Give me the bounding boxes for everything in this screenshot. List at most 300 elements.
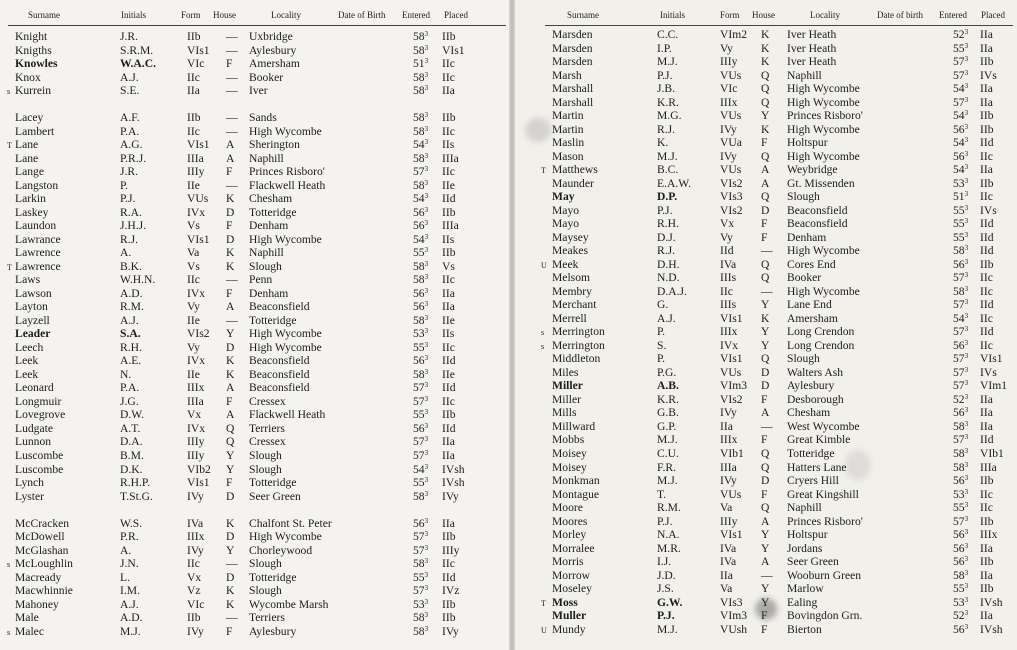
surname: Longmuir <box>15 394 62 408</box>
placed: IIc <box>980 271 993 285</box>
placed: IVy <box>442 489 459 503</box>
surname: McLoughlin <box>15 557 73 571</box>
right-column-header <box>515 10 1017 26</box>
surname: Lunnon <box>15 435 52 449</box>
locality: Totteridge <box>249 205 297 219</box>
register-row <box>515 298 1017 312</box>
entered-superscript: 3 <box>424 543 429 552</box>
register-row <box>515 366 1017 380</box>
locality: High Wycombe <box>249 232 322 246</box>
surname: Matthews <box>552 163 598 177</box>
entered: $55^3$ <box>413 408 429 422</box>
initials: N.A. <box>657 528 680 542</box>
placed: IVs <box>980 68 997 82</box>
register-row <box>0 314 509 328</box>
entered: $58^3$ <box>413 611 429 625</box>
header-initials: Initials <box>121 10 146 20</box>
house: F <box>226 219 233 233</box>
locality: Denham <box>787 230 827 244</box>
locality: Gt. Missenden <box>787 176 855 190</box>
surname: Lambert <box>15 124 55 138</box>
form: IIc <box>187 557 200 571</box>
entered-superscript: 3 <box>964 190 969 199</box>
register-row <box>515 217 1017 231</box>
register-row <box>515 258 1017 272</box>
house: — <box>226 273 238 287</box>
locality: Terriers <box>249 421 285 435</box>
surname: Laskey <box>15 205 49 219</box>
register-row <box>0 422 509 436</box>
header-entered: Entered <box>939 10 967 20</box>
house: F <box>761 217 768 231</box>
entered: $56^3$ <box>413 286 429 300</box>
surname: Macwhinnie <box>15 584 73 598</box>
register-row <box>0 625 509 639</box>
entered-superscript: 3 <box>424 408 429 417</box>
placed: IIa <box>442 84 455 98</box>
locality: Sands <box>249 111 277 125</box>
house: D <box>761 379 770 393</box>
left-column-header <box>0 10 509 26</box>
entered: $54^3$ <box>413 192 429 206</box>
locality: Cressex <box>249 394 286 408</box>
form: VIm3 <box>720 609 748 623</box>
placed: IId <box>442 570 456 584</box>
locality: Beaconsfield <box>249 354 310 368</box>
locality: Marlow <box>787 582 824 596</box>
placed: IIa <box>980 419 993 433</box>
entered-superscript: 3 <box>964 55 969 64</box>
placed: IId <box>980 244 994 258</box>
entered-superscript: 3 <box>424 124 429 133</box>
initials: L. <box>120 570 130 584</box>
locality: Long Crendon <box>787 325 855 339</box>
initials: P. <box>657 352 666 366</box>
surname: Marshall <box>552 82 594 96</box>
entered-superscript: 3 <box>424 340 429 349</box>
initials: A. <box>120 543 132 557</box>
locality: Flackwell Heath <box>249 178 326 192</box>
entered: $58^3$ <box>953 460 969 474</box>
section-gap <box>0 98 509 112</box>
register-row <box>0 125 509 139</box>
form: IVy <box>187 624 204 638</box>
surname: Millward <box>552 419 596 433</box>
initials: R.J. <box>657 244 676 258</box>
initials: A.J. <box>120 597 139 611</box>
placed: VIs1 <box>442 43 465 57</box>
surname: Maunder <box>552 176 594 190</box>
form: VIs3 <box>720 190 743 204</box>
entered: $51^3$ <box>413 57 429 71</box>
entered: $57^3$ <box>413 165 429 179</box>
house: Y <box>761 541 770 555</box>
house: F <box>226 476 233 490</box>
register-row <box>515 177 1017 191</box>
surname-prefix: s <box>7 560 11 570</box>
register-row <box>0 341 509 355</box>
house: D <box>226 340 235 354</box>
register-row <box>515 501 1017 515</box>
entered: $51^3$ <box>953 190 969 204</box>
surname: Martin <box>552 109 584 123</box>
entered-superscript: 3 <box>964 176 969 185</box>
locality: Walters Ash <box>787 365 844 379</box>
surname: Male <box>15 611 39 625</box>
surname: Ludgate <box>15 421 53 435</box>
house: — <box>226 313 238 327</box>
surname: Meakes <box>552 244 589 258</box>
initials: R.H. <box>120 340 142 354</box>
house: F <box>226 286 233 300</box>
locality: Jordans <box>787 541 823 555</box>
header-placed: Placed <box>444 10 468 20</box>
house: K <box>761 122 770 136</box>
locality: Chalfont St. Peter <box>249 516 332 530</box>
entered: $55^3$ <box>953 217 969 231</box>
placed: IIc <box>980 311 993 325</box>
entered-superscript: 3 <box>964 271 969 280</box>
placed: IIc <box>980 338 993 352</box>
surname: Malec <box>15 624 44 638</box>
entered-superscript: 3 <box>424 530 429 539</box>
surname: Mason <box>552 149 584 163</box>
locality: Bovingdon Grn. <box>787 609 863 623</box>
entered: $57^3$ <box>953 433 969 447</box>
form: IVa <box>720 541 737 555</box>
entered: $57^3$ <box>953 68 969 82</box>
initials: F.R. <box>657 460 677 474</box>
entered-superscript: 3 <box>424 624 429 633</box>
entered-superscript: 3 <box>424 165 429 174</box>
register-row <box>515 136 1017 150</box>
surname: Knowles <box>15 57 58 71</box>
initials: M.J. <box>657 474 678 488</box>
placed: IVs <box>980 203 997 217</box>
entered-superscript: 3 <box>964 325 969 334</box>
entered-superscript: 3 <box>964 595 969 604</box>
locality: Beaconsfield <box>249 381 310 395</box>
surname-prefix: s <box>7 87 11 97</box>
locality: High Wycombe <box>249 340 322 354</box>
surname: Luscombe <box>15 462 64 476</box>
placed: IId <box>442 192 456 206</box>
register-row <box>0 30 509 44</box>
locality: Iver Heath <box>787 28 837 41</box>
surname: Merrington <box>552 325 605 339</box>
form: IIIy <box>720 514 738 528</box>
register-row <box>0 354 509 368</box>
entered: $58^3$ <box>413 43 429 57</box>
locality: Beaconsfield <box>787 203 848 217</box>
house: A <box>761 406 770 420</box>
initials: P.J. <box>657 68 673 82</box>
form: VIs1 <box>187 232 210 246</box>
surname: Miller <box>552 379 583 393</box>
surname: Marsden <box>552 55 593 69</box>
form: IIIx <box>720 95 738 109</box>
entered: $56^3$ <box>953 528 969 542</box>
entered-superscript: 3 <box>424 138 429 147</box>
register-row <box>515 393 1017 407</box>
locality: Naphill <box>249 246 284 260</box>
surname: Lawson <box>15 286 52 300</box>
surname: Meek <box>552 257 579 271</box>
placed: IIs <box>442 138 455 152</box>
entered: $52^3$ <box>953 392 969 406</box>
placed: IId <box>442 421 456 435</box>
entered: $58^3$ <box>413 557 429 571</box>
entered: $54^3$ <box>953 311 969 325</box>
locality: Amersham <box>249 57 300 71</box>
placed: IIa <box>442 448 455 462</box>
register-row <box>515 312 1017 326</box>
locality: Weybridge <box>787 163 838 177</box>
entered: $56^3$ <box>953 149 969 163</box>
form: Va <box>720 582 733 596</box>
entered-superscript: 3 <box>964 433 969 442</box>
entered: $55^3$ <box>953 41 969 55</box>
locality: Cores End <box>787 257 836 271</box>
locality: Princes Risboro' <box>787 109 863 123</box>
entered-superscript: 3 <box>424 57 429 66</box>
form: Vx <box>187 408 202 422</box>
entered: $57^3$ <box>953 379 969 393</box>
locality: Beaconsfield <box>787 217 848 231</box>
form: IVx <box>187 421 206 435</box>
surname-prefix: s <box>541 341 545 351</box>
register-row <box>0 571 509 585</box>
entered-superscript: 3 <box>964 203 969 212</box>
initials: S.A. <box>120 327 141 341</box>
entered-superscript: 3 <box>424 421 429 430</box>
entered-superscript: 3 <box>424 394 429 403</box>
house: Q <box>761 82 770 96</box>
locality: Sherington <box>249 138 300 152</box>
register-row <box>0 111 509 125</box>
house: D <box>226 232 235 246</box>
register-row <box>0 300 509 314</box>
entered-superscript: 3 <box>424 489 429 498</box>
house: K <box>226 367 235 381</box>
house: D <box>761 474 770 488</box>
surname: Larkin <box>15 192 46 206</box>
form: VIs1 <box>187 43 210 57</box>
initials: R.M. <box>657 501 681 515</box>
form: IVy <box>720 122 737 136</box>
surname: Knox <box>15 70 41 84</box>
entered: $58^3$ <box>413 84 429 98</box>
surname: Merchant <box>552 298 597 312</box>
initials: D.P. <box>657 190 678 204</box>
locality: Booker <box>249 70 284 84</box>
surname: Mayo <box>552 217 580 231</box>
locality: Hatters Lane <box>787 460 847 474</box>
surname: Moore <box>552 501 583 515</box>
entered: $58^3$ <box>953 244 969 258</box>
register-row <box>0 233 509 247</box>
register-row <box>515 42 1017 56</box>
house: A <box>226 381 235 395</box>
form: Vy <box>720 230 733 244</box>
initials: A.D. <box>120 286 143 300</box>
initials: J.B. <box>657 82 676 96</box>
surname: Marsden <box>552 28 593 41</box>
register-row <box>0 327 509 341</box>
register-row <box>0 192 509 206</box>
entered: $56^3$ <box>413 300 429 314</box>
surname-prefix: s <box>541 328 545 338</box>
initials: A.J. <box>657 311 676 325</box>
initials: P.A. <box>120 124 140 138</box>
entered: $56^3$ <box>953 541 969 555</box>
form: IIIa <box>720 460 737 474</box>
form: IIIa <box>187 151 204 165</box>
locality: Uxbridge <box>249 30 293 43</box>
surname: Mahoney <box>15 597 59 611</box>
house: — <box>761 284 773 298</box>
header-house: House <box>213 10 236 20</box>
locality: Wooburn Green <box>787 568 862 582</box>
locality: Penn <box>249 273 273 287</box>
register-row <box>515 109 1017 123</box>
form: Vx <box>720 217 735 231</box>
locality: Cressex <box>249 435 286 449</box>
house: Q <box>761 95 770 109</box>
entered: $56^3$ <box>413 421 429 435</box>
locality: Flackwell Heath <box>249 408 326 422</box>
entered-superscript: 3 <box>964 419 969 428</box>
surname: Kurrein <box>15 84 52 98</box>
entered-superscript: 3 <box>964 528 969 537</box>
initials: J.H.J. <box>120 219 147 233</box>
register-row <box>0 517 509 531</box>
surname: Lawrence <box>15 246 61 260</box>
house: K <box>226 584 235 598</box>
form: IVx <box>187 205 206 219</box>
register-row <box>515 623 1017 637</box>
surname-prefix: T <box>541 166 546 176</box>
form: IIIs <box>720 271 737 285</box>
placed: IIb <box>442 30 456 43</box>
initials: P.R. <box>120 530 139 544</box>
header-entered: Entered <box>402 10 430 20</box>
register-row <box>515 150 1017 164</box>
entered-superscript: 3 <box>964 257 969 266</box>
locality: West Wycombe <box>787 419 860 433</box>
placed: IIc <box>442 273 455 287</box>
surname-prefix: T <box>7 141 12 151</box>
entered-superscript: 3 <box>964 284 969 293</box>
form: Vz <box>187 584 201 598</box>
entered: $53^3$ <box>413 327 429 341</box>
header-surname: Surname <box>28 10 60 20</box>
placed: IIb <box>980 514 994 528</box>
entered: $57^3$ <box>413 435 429 449</box>
entered: $57^3$ <box>953 352 969 366</box>
entered-superscript: 3 <box>424 192 429 201</box>
register-row <box>515 55 1017 69</box>
entered: $58^3$ <box>413 70 429 84</box>
entered: $56^3$ <box>953 555 969 569</box>
initials: S.R.M. <box>120 43 154 57</box>
form: IIa <box>720 568 733 582</box>
header-surname: Surname <box>567 10 599 20</box>
form: Va <box>720 501 733 515</box>
entered-superscript: 3 <box>424 448 429 457</box>
initials: G.B. <box>657 406 679 420</box>
form: IIc <box>187 273 200 287</box>
initials: A.J. <box>120 70 139 84</box>
form: IIIy <box>187 448 205 462</box>
surname: Membry <box>552 284 592 298</box>
surname: Muller <box>552 609 587 623</box>
register-row <box>0 246 509 260</box>
initials: E.A.W. <box>657 176 692 190</box>
register-row <box>0 544 509 558</box>
placed: IIe <box>442 367 455 381</box>
entered: $56^3$ <box>953 474 969 488</box>
form: IIc <box>187 124 200 138</box>
house: Q <box>761 68 770 82</box>
entered-superscript: 3 <box>424 354 429 363</box>
form: IIb <box>187 611 201 625</box>
entered: $53^3$ <box>953 595 969 609</box>
register-row <box>0 206 509 220</box>
entered-superscript: 3 <box>964 68 969 77</box>
initials: P. <box>120 178 129 192</box>
placed: IIb <box>980 122 994 136</box>
register-row <box>515 474 1017 488</box>
initials: T. <box>657 487 667 501</box>
entered-superscript: 3 <box>964 41 969 50</box>
initials: M.J. <box>657 622 678 636</box>
entered: $55^3$ <box>953 230 969 244</box>
house: A <box>761 514 770 528</box>
entered-superscript: 3 <box>964 352 969 361</box>
entered-superscript: 3 <box>424 111 429 120</box>
surname: Lane <box>15 151 39 165</box>
entered: $55^3$ <box>413 570 429 584</box>
entered: $56^3$ <box>413 219 429 233</box>
locality: Princes Risboro' <box>787 514 863 528</box>
placed: IId <box>980 136 994 150</box>
house: Q <box>761 190 770 204</box>
register-row <box>0 490 509 504</box>
house: A <box>761 176 770 190</box>
placed: IVsh <box>980 622 1003 636</box>
placed: Vs <box>442 259 455 273</box>
house: D <box>226 489 235 503</box>
ink-smudge <box>525 118 551 142</box>
house: F <box>226 624 233 638</box>
placed: IIb <box>980 55 994 69</box>
house: — <box>226 124 238 138</box>
form: IIIx <box>187 381 205 395</box>
register-row <box>0 435 509 449</box>
placed: IIb <box>442 205 456 219</box>
form: IVx <box>187 354 206 368</box>
entered: $55^3$ <box>413 246 429 260</box>
house: Y <box>226 543 235 557</box>
register-row <box>515 461 1017 475</box>
initials: K. <box>657 136 669 150</box>
entered: $56^3$ <box>953 406 969 420</box>
initials: P.J. <box>657 203 673 217</box>
locality: Aylesbury <box>249 43 297 57</box>
form: VIs2 <box>720 203 743 217</box>
form: VIs2 <box>187 327 210 341</box>
